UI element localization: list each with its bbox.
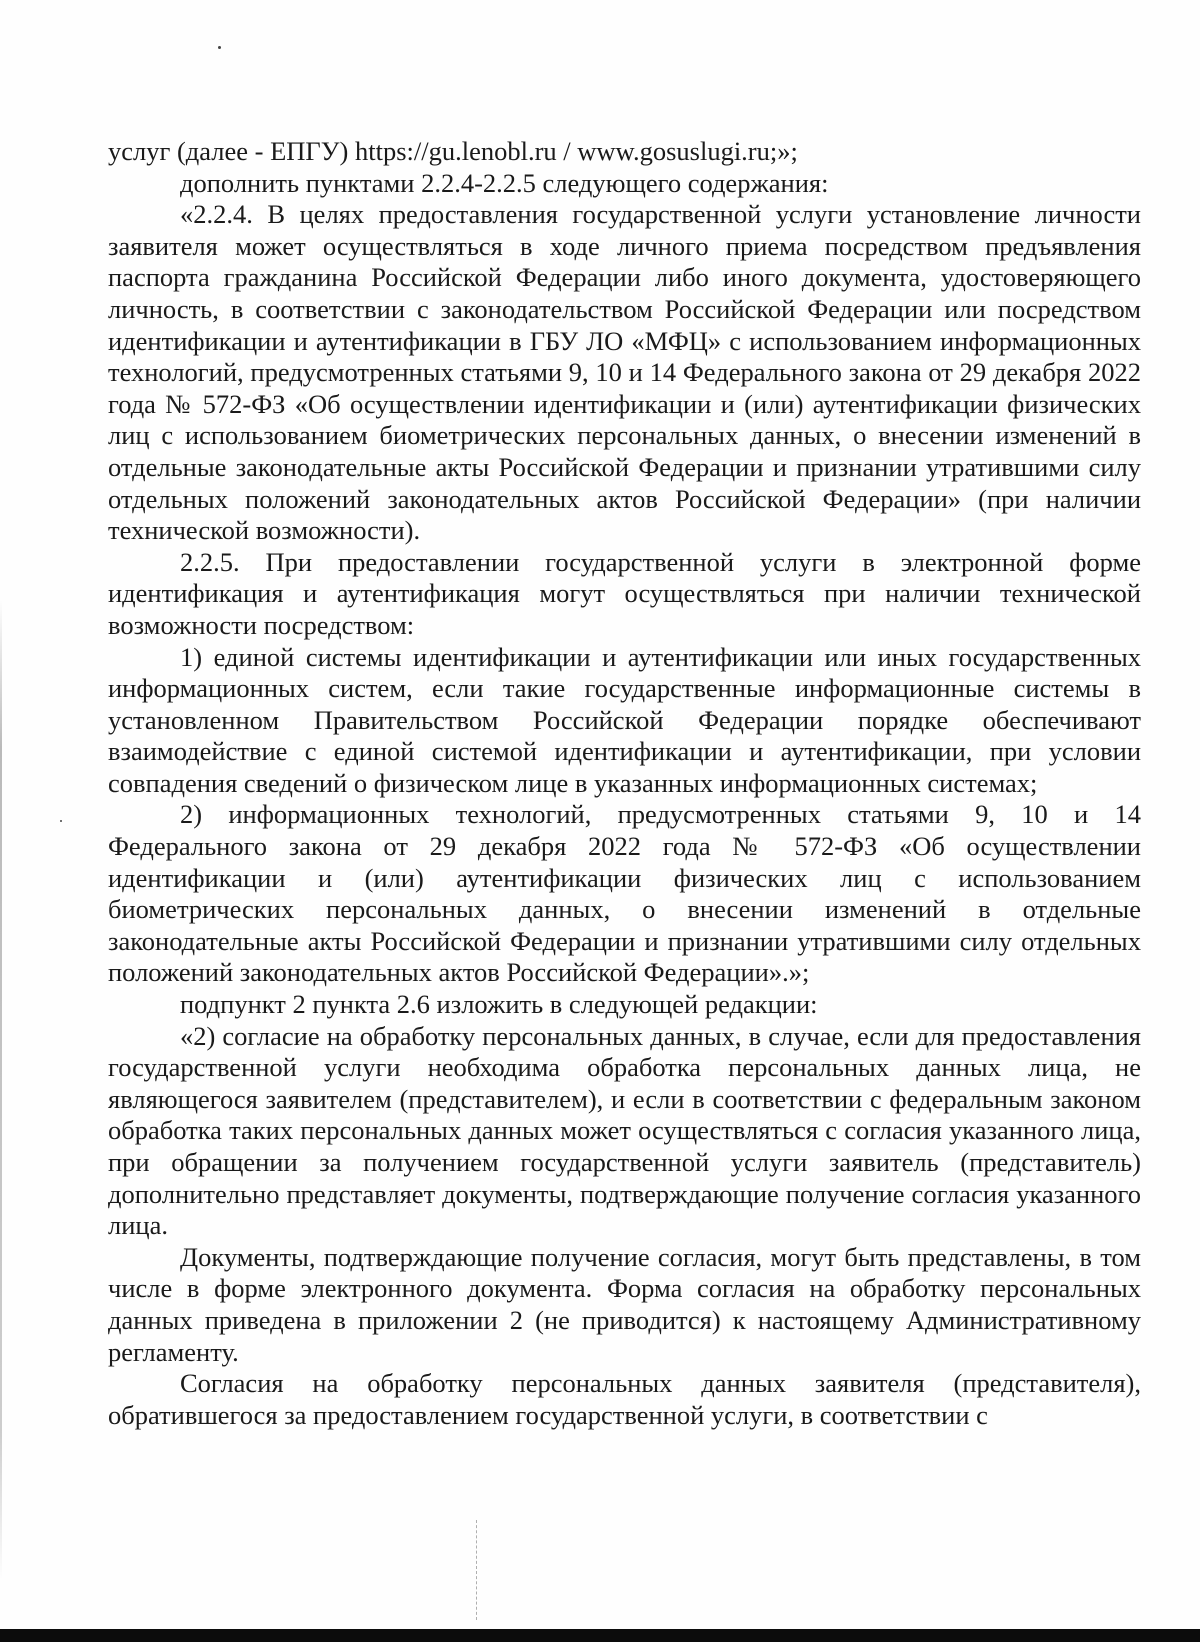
- paragraph-2-2-4: «2.2.4. В целях предоставления государственной услуги установление личности заявителя может осуществляться в ходе личного приема посредством предъявления паспорта гражданина Российской Федерации либо иного документа, удостоверяющего личность, в соответствии с законодательством Российской Федерации или посредством идентификации и аутентификации в ГБУ ЛО «МФЦ» с использованием информационных технологий, предусмотренных статьями 9, 10 и 14 Федерального закона от 29 декабря 2022 года № 572-ФЗ «Об осуществлении идентификации и (или) аутентификации физических лиц с использованием биометрических персональных данных, о внесении изменений в отдельные законодательные акты Российской Федерации и признании утратившими силу отдельных положений законодательных актов Российской Федерации» (при наличии технической возможности).: [108, 199, 1141, 546]
- paragraph-epgu-continuation: услуг (далее - ЕПГУ) https://gu.lenobl.ru / www.gosuslugi.ru;»;: [108, 136, 798, 166]
- paragraph-consent-applicant: Согласия на обработку персональных данных заявителя (представителя), обратившегося за предоставлением государственной услуги, в соответствии с: [108, 1368, 1141, 1430]
- paragraph-subpoint-2-6: подпункт 2 пункта 2.6 изложить в следующей редакции:: [180, 989, 818, 1020]
- scan-edge-shadow: [0, 600, 2, 1580]
- paragraph-consent-documents: Документы, подтверждающие получение согласия, могут быть представлены, в том числе в форме электронного документа. Форма согласия на обработку персональных данных приведена в приложении 2 (не приводится) к настоящему Административному регламенту.: [108, 1241, 1141, 1367]
- scan-fold-mark: [476, 1520, 478, 1620]
- paragraph-2-2-5: 2.2.5. При предоставлении государственной услуги в электронной форме идентификация и аутентификация могут осуществляться при наличии технической возможности посредством:: [108, 546, 1141, 640]
- scan-speck: [218, 46, 221, 49]
- paragraph-item-2: 2) информационных технологий, предусмотренных статьями 9, 10 и 14 Федерального закона от 29 декабря 2022 года № 572-ФЗ «Об осуществлении идентификации и (или) аутентификации физических лиц с использованием биометрических персональных данных, о внесении изменений в отдельные законодательные акты Российской Федерации и признании утратившими силу отдельных положений законодательных актов Российской Федерации».»;: [108, 799, 1141, 988]
- document-body: [108, 136, 1141, 1431]
- scan-bottom-edge: [0, 1629, 1200, 1642]
- paragraph-item-1: 1) единой системы идентификации и аутентификации или иных государственных информационных систем, если такие государственные информационные системы в установленном Правительством Российской Федерации порядке обеспечивают взаимодействие с единой системой идентификации и аутентификации, при условии совпадения сведений о физическом лице в указанных информационных системах;: [108, 641, 1141, 798]
- scan-speck: [60, 820, 62, 822]
- paragraph-consent-clause: «2) согласие на обработку персональных данных, в случае, если для предоставления государственной услуги необходима обработка персональных данных лица, не являющегося заявителем (представителем), и если в соответствии с федеральным законом обработка таких персональных данных может осуществляться с согласия указанного лица, при обращении за получением государственной услуги заявитель (представитель) дополнительно представляет документы, подтверждающие получение согласия указанного лица.: [108, 1020, 1141, 1241]
- paragraph-amend-points: дополнить пунктами 2.2.4-2.2.5 следующего содержания:: [180, 167, 829, 198]
